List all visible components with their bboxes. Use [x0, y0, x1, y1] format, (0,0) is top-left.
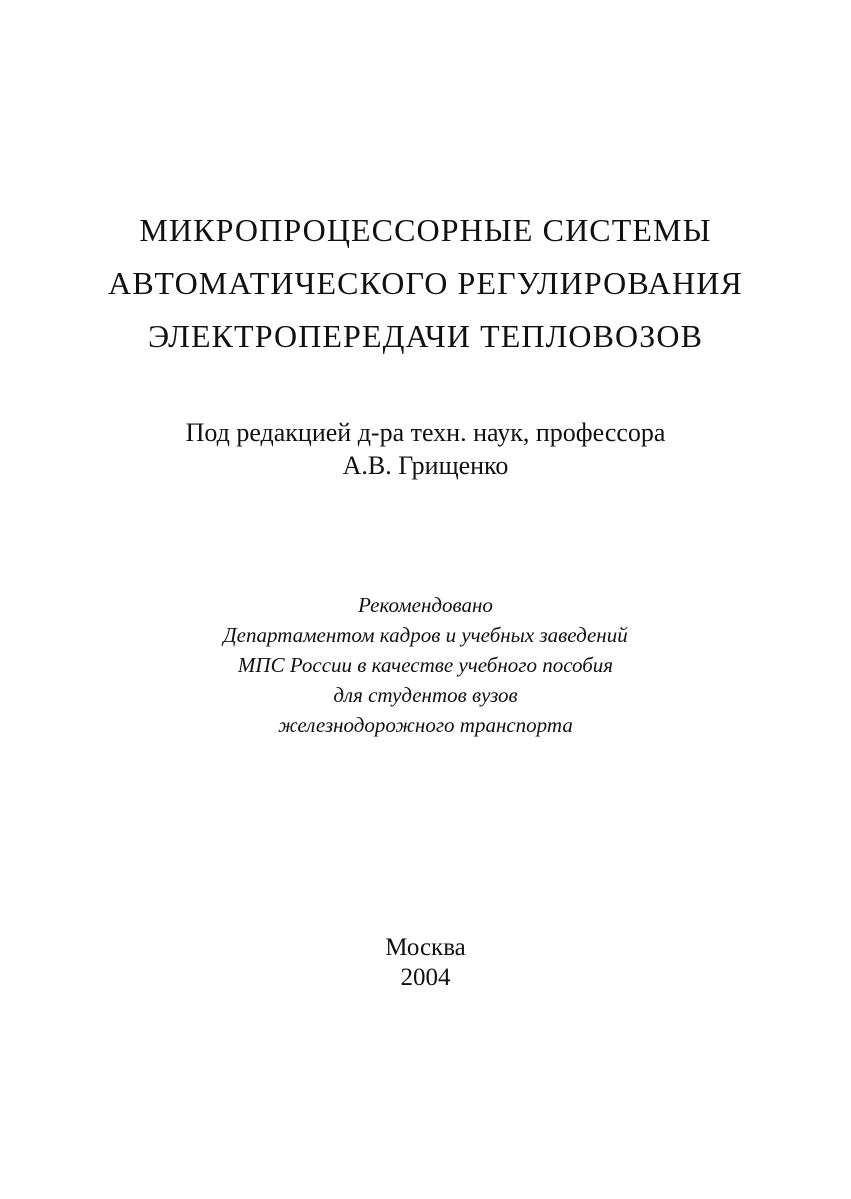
imprint	[0, 933, 851, 993]
recommendation-line-4: для студентов вузов	[333, 683, 518, 707]
editor-role: Под редакцией д-ра техн. наук, профессора	[185, 418, 666, 447]
imprint-city: Москва	[385, 934, 466, 961]
editor-name: А.В. Грищенко	[342, 451, 509, 480]
imprint-year: 2004	[400, 964, 451, 991]
recommendation-line-2: Департаментом кадров и учебных заведений	[223, 623, 628, 647]
recommendation-note	[0, 590, 851, 740]
book-title-line-1: МИКРОПРОЦЕССОРНЫЕ СИСТЕМЫ	[139, 212, 712, 248]
book-title	[0, 204, 851, 363]
editor-credit	[0, 416, 851, 482]
recommendation-line-5: железнодорожного транспорта	[278, 713, 573, 737]
book-title-line-3: ЭЛЕКТРОПЕРЕДАЧИ ТЕПЛОВОЗОВ	[147, 318, 704, 354]
recommendation-line-3: МПС России в качестве учебного пособия	[237, 653, 614, 677]
recommendation-line-1: Рекомендовано	[358, 593, 493, 617]
book-title-line-2: АВТОМАТИЧЕСКОГО РЕГУЛИРОВАНИЯ	[108, 265, 743, 301]
